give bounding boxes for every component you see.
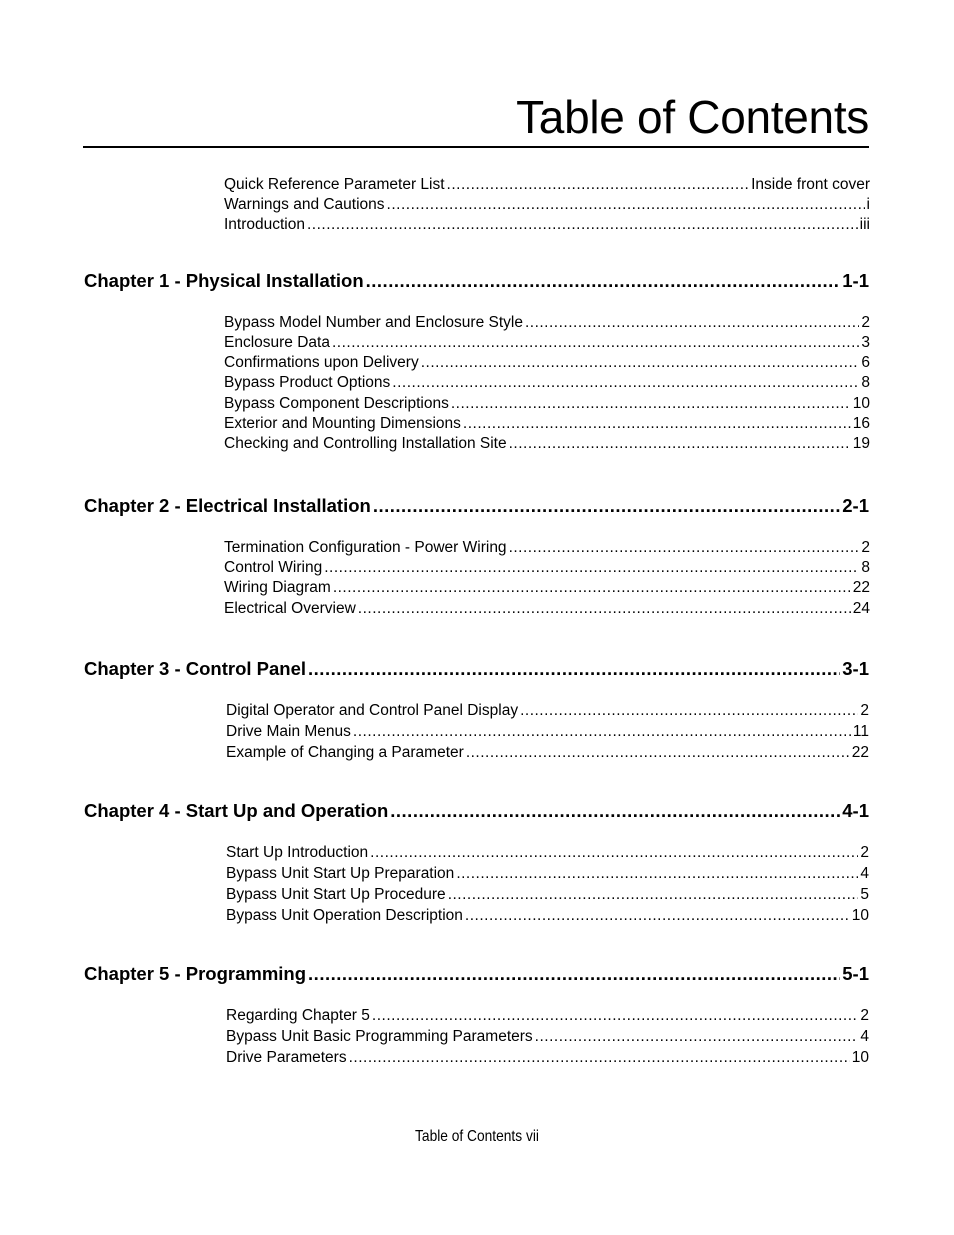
section-label: Drive Main Menus — [226, 723, 351, 740]
section-page: 2 — [860, 1007, 869, 1024]
section-label: Drive Parameters — [226, 1049, 347, 1066]
chapter-page: 4-1 — [842, 800, 869, 821]
page-footer: Table of Contents vii — [415, 1128, 539, 1145]
section-label: Bypass Unit Start Up Preparation — [226, 865, 455, 882]
toc-section[interactable] — [224, 415, 870, 433]
toc-entry-label: Quick Reference Parameter List — [224, 176, 445, 193]
toc-section[interactable] — [226, 702, 869, 720]
dot-leader — [520, 702, 858, 720]
section-label: Exterior and Mounting Dimensions — [224, 415, 461, 432]
dot-leader — [456, 865, 858, 883]
toc-section[interactable] — [224, 579, 870, 597]
dot-leader — [509, 539, 860, 557]
toc-entry-label: Introduction — [224, 216, 305, 233]
toc-entry-quick-reference[interactable] — [224, 176, 870, 194]
section-page: 8 — [861, 559, 870, 576]
chapter-label: Chapter 1 - Physical Installation — [84, 270, 364, 291]
toc-section[interactable] — [224, 539, 870, 557]
section-page: 2 — [860, 844, 869, 861]
toc-section[interactable] — [224, 559, 870, 577]
toc-section[interactable] — [226, 886, 869, 904]
section-page: 22 — [851, 744, 869, 761]
dot-leader — [366, 270, 841, 292]
toc-section[interactable] — [226, 844, 869, 862]
section-label: Checking and Controlling Installation Site — [224, 435, 507, 452]
dot-leader — [308, 658, 840, 680]
chapter-label: Chapter 3 - Control Panel — [84, 658, 307, 679]
section-page: 8 — [861, 374, 870, 391]
section-page: 3 — [861, 334, 870, 351]
section-page: 10 — [851, 1049, 869, 1066]
dot-leader — [392, 374, 859, 392]
dot-leader — [387, 196, 865, 214]
chapter-page: 2-1 — [842, 495, 869, 516]
section-label: Enclosure Data — [224, 334, 330, 351]
chapter-label: Chapter 2 - Electrical Installation — [84, 495, 371, 516]
toc-section[interactable] — [226, 865, 869, 883]
toc-section[interactable] — [226, 723, 869, 741]
section-page: 2 — [861, 539, 870, 556]
chapter-page: 3-1 — [842, 658, 869, 679]
dot-leader — [349, 1049, 850, 1067]
chapter-page: 5-1 — [842, 963, 869, 984]
section-page: 24 — [852, 600, 870, 617]
section-label: Termination Configuration - Power Wiring — [224, 539, 507, 556]
dot-leader — [324, 559, 859, 577]
toc-chapter-1[interactable] — [84, 270, 869, 292]
toc-section[interactable] — [224, 395, 870, 413]
dot-leader — [447, 176, 750, 194]
toc-section[interactable] — [226, 1049, 869, 1067]
section-label: Example of Changing a Parameter — [226, 744, 464, 761]
toc-section[interactable] — [224, 600, 870, 618]
page-title: Table of Contents — [516, 91, 869, 143]
section-label: Digital Operator and Control Panel Display — [226, 702, 519, 719]
toc-entry-introduction[interactable] — [224, 216, 870, 234]
dot-leader — [509, 435, 851, 453]
section-page: 19 — [852, 435, 870, 452]
chapter-label: Chapter 5 - Programming — [84, 963, 307, 984]
toc-section[interactable] — [224, 314, 870, 332]
dot-leader — [372, 1007, 858, 1025]
section-label: Regarding Chapter 5 — [226, 1007, 370, 1024]
dot-leader — [463, 415, 851, 433]
section-page: 2 — [860, 702, 869, 719]
dot-leader — [308, 963, 840, 985]
dot-leader — [466, 744, 850, 762]
section-page: 10 — [851, 907, 869, 924]
section-label: Bypass Unit Operation Description — [226, 907, 463, 924]
toc-section[interactable] — [226, 1007, 869, 1025]
section-label: Wiring Diagram — [224, 579, 331, 596]
dot-leader — [451, 395, 851, 413]
toc-entry-page: iii — [859, 216, 870, 233]
dot-leader — [332, 334, 859, 352]
toc-entry-label: Warnings and Cautions — [224, 196, 385, 213]
dot-leader — [535, 1028, 859, 1046]
toc-section[interactable] — [224, 435, 870, 453]
section-page: 10 — [852, 395, 870, 412]
section-label: Bypass Unit Basic Programming Parameters — [226, 1028, 533, 1045]
toc-entry-warnings[interactable] — [224, 196, 870, 214]
toc-section[interactable] — [226, 1028, 869, 1046]
dot-leader — [307, 216, 858, 234]
toc-chapter-5[interactable] — [84, 963, 869, 985]
toc-section[interactable] — [224, 334, 870, 352]
section-page: 4 — [860, 1028, 869, 1045]
section-label: Bypass Unit Start Up Procedure — [226, 886, 446, 903]
dot-leader — [525, 314, 859, 332]
section-page: 6 — [861, 354, 870, 371]
section-page: 16 — [852, 415, 870, 432]
toc-entry-page: Inside front cover — [751, 176, 870, 193]
section-label: Electrical Overview — [224, 600, 356, 617]
chapter-page: 1-1 — [842, 270, 869, 291]
dot-leader — [448, 886, 859, 904]
section-page: 4 — [860, 865, 869, 882]
dot-leader — [465, 907, 850, 925]
dot-leader — [373, 495, 840, 517]
toc-chapter-4[interactable] — [84, 800, 869, 822]
title-rule — [83, 146, 869, 148]
dot-leader — [370, 844, 858, 862]
section-label: Bypass Product Options — [224, 374, 391, 391]
section-page: 11 — [852, 723, 869, 740]
section-label: Confirmations upon Delivery — [224, 354, 419, 371]
dot-leader — [358, 600, 851, 618]
dot-leader — [333, 579, 851, 597]
toc-chapter-3[interactable] — [84, 658, 869, 680]
toc-section[interactable] — [224, 354, 870, 372]
section-label: Bypass Model Number and Enclosure Style — [224, 314, 523, 331]
section-label: Bypass Component Descriptions — [224, 395, 449, 412]
toc-chapter-2[interactable] — [84, 495, 869, 517]
toc-section[interactable] — [226, 907, 869, 925]
section-page: 22 — [852, 579, 870, 596]
dot-leader — [390, 800, 840, 822]
section-label: Control Wiring — [224, 559, 323, 576]
section-page: 5 — [860, 886, 869, 903]
section-page: 2 — [861, 314, 870, 331]
chapter-label: Chapter 4 - Start Up and Operation — [84, 800, 389, 821]
section-label: Start Up Introduction — [226, 844, 369, 861]
toc-section[interactable] — [226, 744, 869, 762]
dot-leader — [421, 354, 860, 372]
toc-entry-page: i — [866, 196, 870, 213]
toc-section[interactable] — [224, 374, 870, 392]
dot-leader — [353, 723, 851, 741]
